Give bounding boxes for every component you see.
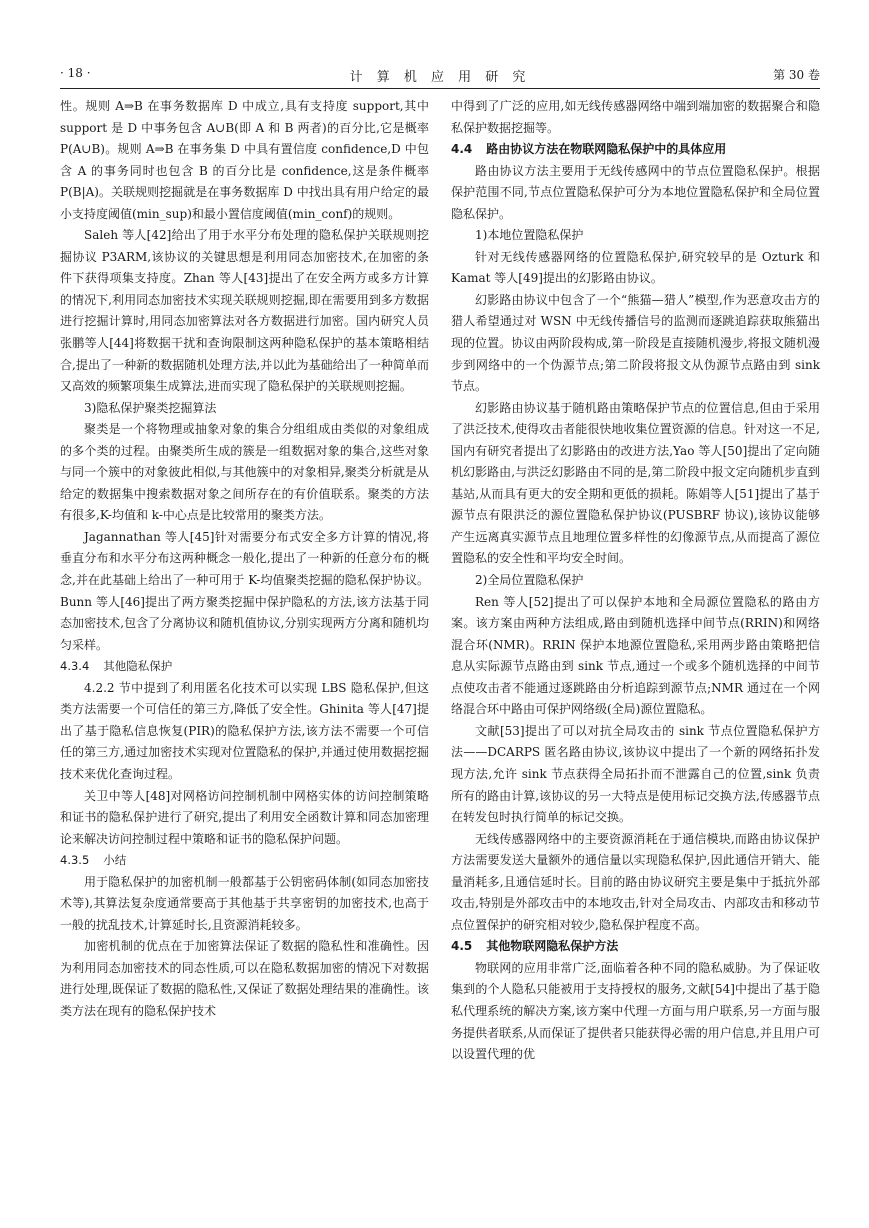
paragraph: 4.2.2 节中提到了利用匿名化技术可以实现 LBS 隐私保护,但这类方法需要一个可信任的第三方,降低了安全性。Ghinita 等人[47]提出了基于隐私信息恢复(PIR)的隐私保护方法,该方法不需要一个可信任的第三方,通过加密技术实现对位置隐私的保护,并通过使用数据挖掘技术来优化查询过程。: [60, 680, 429, 781]
page-number: · 18 ·: [60, 66, 91, 80]
section-heading-4-5: [451, 936, 820, 958]
section-number: 4.3.5: [60, 853, 90, 868]
paragraph: 针对无线传感器网络的位置隐私保护,研究较早的是 Ozturk 和 Kamat 等人[49]提出的幻影路由协议。: [451, 249, 820, 286]
section-title: 路由协议方法在物联网隐私保护中的具体应用: [486, 142, 727, 157]
paragraph: 用于隐私保护的加密机制一般都基于公钥密码体制(如同态加密技术等),其算法复杂度通常要高于其他基于共享密钥的加密技术,也高于一般的扰乱技术,计算延时长,且资源消耗较多。: [60, 874, 429, 932]
section-title: 其他隐私保护: [103, 659, 173, 674]
paragraph: 幻影路由协议中包含了一个“熊猫—猎人”模型,作为恶意攻击方的猎人希望通过对 WSN 中无线传播信号的监测而逐跳追踪获取熊猫出现的位置。协议由两阶段构成,第一阶段是直接随机漫步,将报文随机漫步到网络中的一个伪源节点;第二阶段将报文从伪源节点路由到 sink 节点。: [451, 292, 820, 394]
subheading: 2)全局位置隐私保护: [475, 573, 584, 588]
section-number: 4.4: [451, 142, 473, 157]
paragraph: Ren 等人[52]提出了可以保护本地和全局源位置隐私的路由方案。该方案由两种方法组成,路由到随机选择中间节点(RRIN)和网络混合环(NMR)。RRIN 保护本地源位置隐私,采用两步路由策略把信息从实际源节点路由到 sink 节点,通过一个或多个随机选择的中间节点使攻击者不能通过逐跳路由分析追踪到源节点;NMR 通过在一个网络混合环中路由可保护网络级(全局)源位置隐私。: [451, 594, 820, 717]
section-heading-4-4: [451, 139, 820, 161]
paragraph: 文献[53]提出了可以对抗全局攻击的 sink 节点位置隐私保护方法——DCARPS 匿名路由协议,该协议中提出了一个新的网络拓扑发现方法,允许 sink 节点获得全局拓扑而不泄露自己的位置,sink 负责所有的路由计算,该协议的另一大特点是使用标记交换方法,传感器节点在转发包时执行简单的标记交换。: [451, 723, 820, 825]
section-title: 小结: [103, 853, 127, 868]
section-number: 4.5: [451, 939, 473, 954]
section-title: 其他物联网隐私保护方法: [486, 939, 619, 954]
paragraph: 幻影路由协议基于随机路由策略保护节点的位置信息,但由于采用了洪泛技术,使得攻击者能很快地收集位置资源的信息。针对这一不足,国内有研究者提出了幻影路由的改进方法,Yao 等人[50]提出了定向随机幻影路由,与洪泛幻影路由不同的是,第二阶段中报文定向随机步直到基站,从而具有更大的安全期和更低的损耗。陈娟等人[51]提出了基于源节点有限洪泛的源位置隐私保护协议(PUSBRF 协议),该协议能够产生远离真实源节点且地理位置多样性的幻像源节点,从而提高了源位置隐私的安全性和平均安全时间。: [451, 400, 820, 566]
paragraph: 聚类是一个将物理或抽象对象的集合分组组成由类似的对象组成的多个类的过程。由聚类所生成的簇是一组数据对象的集合,这些对象与同一个簇中的对象彼此相似,与其他簇中的对象相异,聚类分析就是从给定的数据集中搜索数据对象之间所存在的有价值联系。聚类的方法有很多,K-均值和 k-中心点是比较常用的聚类方法。: [60, 422, 429, 523]
paragraph: 中得到了广泛的应用,如无线传感器网络中端到端加密的数据聚合和隐私保护数据挖掘等。: [451, 99, 820, 135]
paragraph: 无线传感器网络中的主要资源消耗在于通信模块,而路由协议保护方法需要发送大量额外的通信量以实现隐私保护,因此通信开销大、能量消耗多,且通信延时长。目前的路由协议研究主要是集中于抵抗外部攻击,特别是外部攻击中的本地攻击,针对全局攻击、内部攻击和移动节点位置保护的研究相对较少,隐私保护程度不高。: [451, 831, 820, 932]
paragraph: 关卫中等人[48]对网格访问控制机制中网格实体的访问控制策略和证书的隐私保护进行了研究,提出了利用安全函数计算和同态加密理论来解决访问控制过程中策略和证书的隐私保护问题。: [60, 788, 429, 846]
paragraph: 加密机制的优点在于加密算法保证了数据的隐私性和准确性。因为利用同态加密技术的同态性质,可以在隐私数据加密的情况下对数据进行处理,既保证了数据的隐私性,又保证了数据处理结果的准确性。该类方法在现有的隐私保护技术: [60, 939, 429, 1018]
subheading: 3)隐私保护聚类挖掘算法: [84, 400, 217, 415]
paragraph: Jagannathan 等人[45]针对需要分布式安全多方计算的情况,将垂直分布和水平分布这两种概念一般化,提出了一种新的任意分布的概念,并在此基础上给出了一种可用于 K-均值聚类挖掘的隐私保护协议。Bunn 等人[46]提出了两方聚类挖掘中保护隐私的方法,该方法基于同态加密技术,包含了分离协议和随机值协议,分别实现两方分离和随机均匀采样。: [60, 529, 429, 652]
paragraph: 路由协议方法主要用于无线传感网中的节点位置隐私保护。根据保护范围不同,节点位置隐私保护可分为本地位置隐私保护和全局位置隐私保护。: [451, 163, 820, 221]
paragraph: 物联网的应用非常广泛,面临着各种不同的隐私威胁。为了保证收集到的个人隐私只能被用于支持授权的服务,文献[54]中提出了基于隐私代理系统的解决方案,该方案中代理一方面与用户联系,另一方面与服务提供者联系,从而保证了提供者只能获得必需的用户信息,并且用户可以设置代理的优: [451, 960, 820, 1062]
subheading: 1)本地位置隐私保护: [475, 228, 584, 243]
section-heading-4-3-4: [60, 656, 429, 678]
section-number: 4.3.4: [60, 659, 90, 674]
paragraph: 性。规则 A⇒B 在事务数据库 D 中成立,具有支持度 support,其中 support 是 D 中事务包含 A∪B(即 A 和 B 两者)的百分比,它是概率 P(A∪B)。规则 A⇒B 在事务集 D 中具有置信度 confidence,D 中包含 A 的事务同时也包含 B 的百分比是 confidence,这是条件概率 P(B|A)。关联规则挖掘就是在事务数据库 D 中找出具有用户给定的最小支持度阈值(min_sup)和最小置信度阈值(min_conf)的规则。: [60, 99, 429, 221]
right-column: [451, 96, 820, 1066]
section-heading-4-3-5: [60, 850, 429, 872]
page-header: [60, 62, 820, 89]
paragraph: Saleh 等人[42]给出了用于水平分布处理的隐私保护关联规则挖掘协议 P3ARM,该协议的关键思想是利用同态加密技术,在加密的条件下获得项集支持度。Zhan 等人[43]提出了在安全两方或多方计算的情况下,利用同态加密技术实现关联规则挖掘,即在需要用到多方数据进行挖掘计算时,用同态加密算法对各方数据进行加密。国内研究人员张鹏等人[44]将数据干扰和查询限制这两种隐私保护的基本策略相结合,提出了一种新的数据随机处理方法,并以此为基础给出了一种简单而又高效的频繁项集生成算法,进而实现了隐私保护的关联规则挖掘。: [60, 228, 429, 394]
left-column: [60, 96, 429, 1023]
journal-title: 计 算 机 应 用 研 究: [349, 70, 531, 85]
volume-label: 第 30 卷: [773, 68, 820, 82]
